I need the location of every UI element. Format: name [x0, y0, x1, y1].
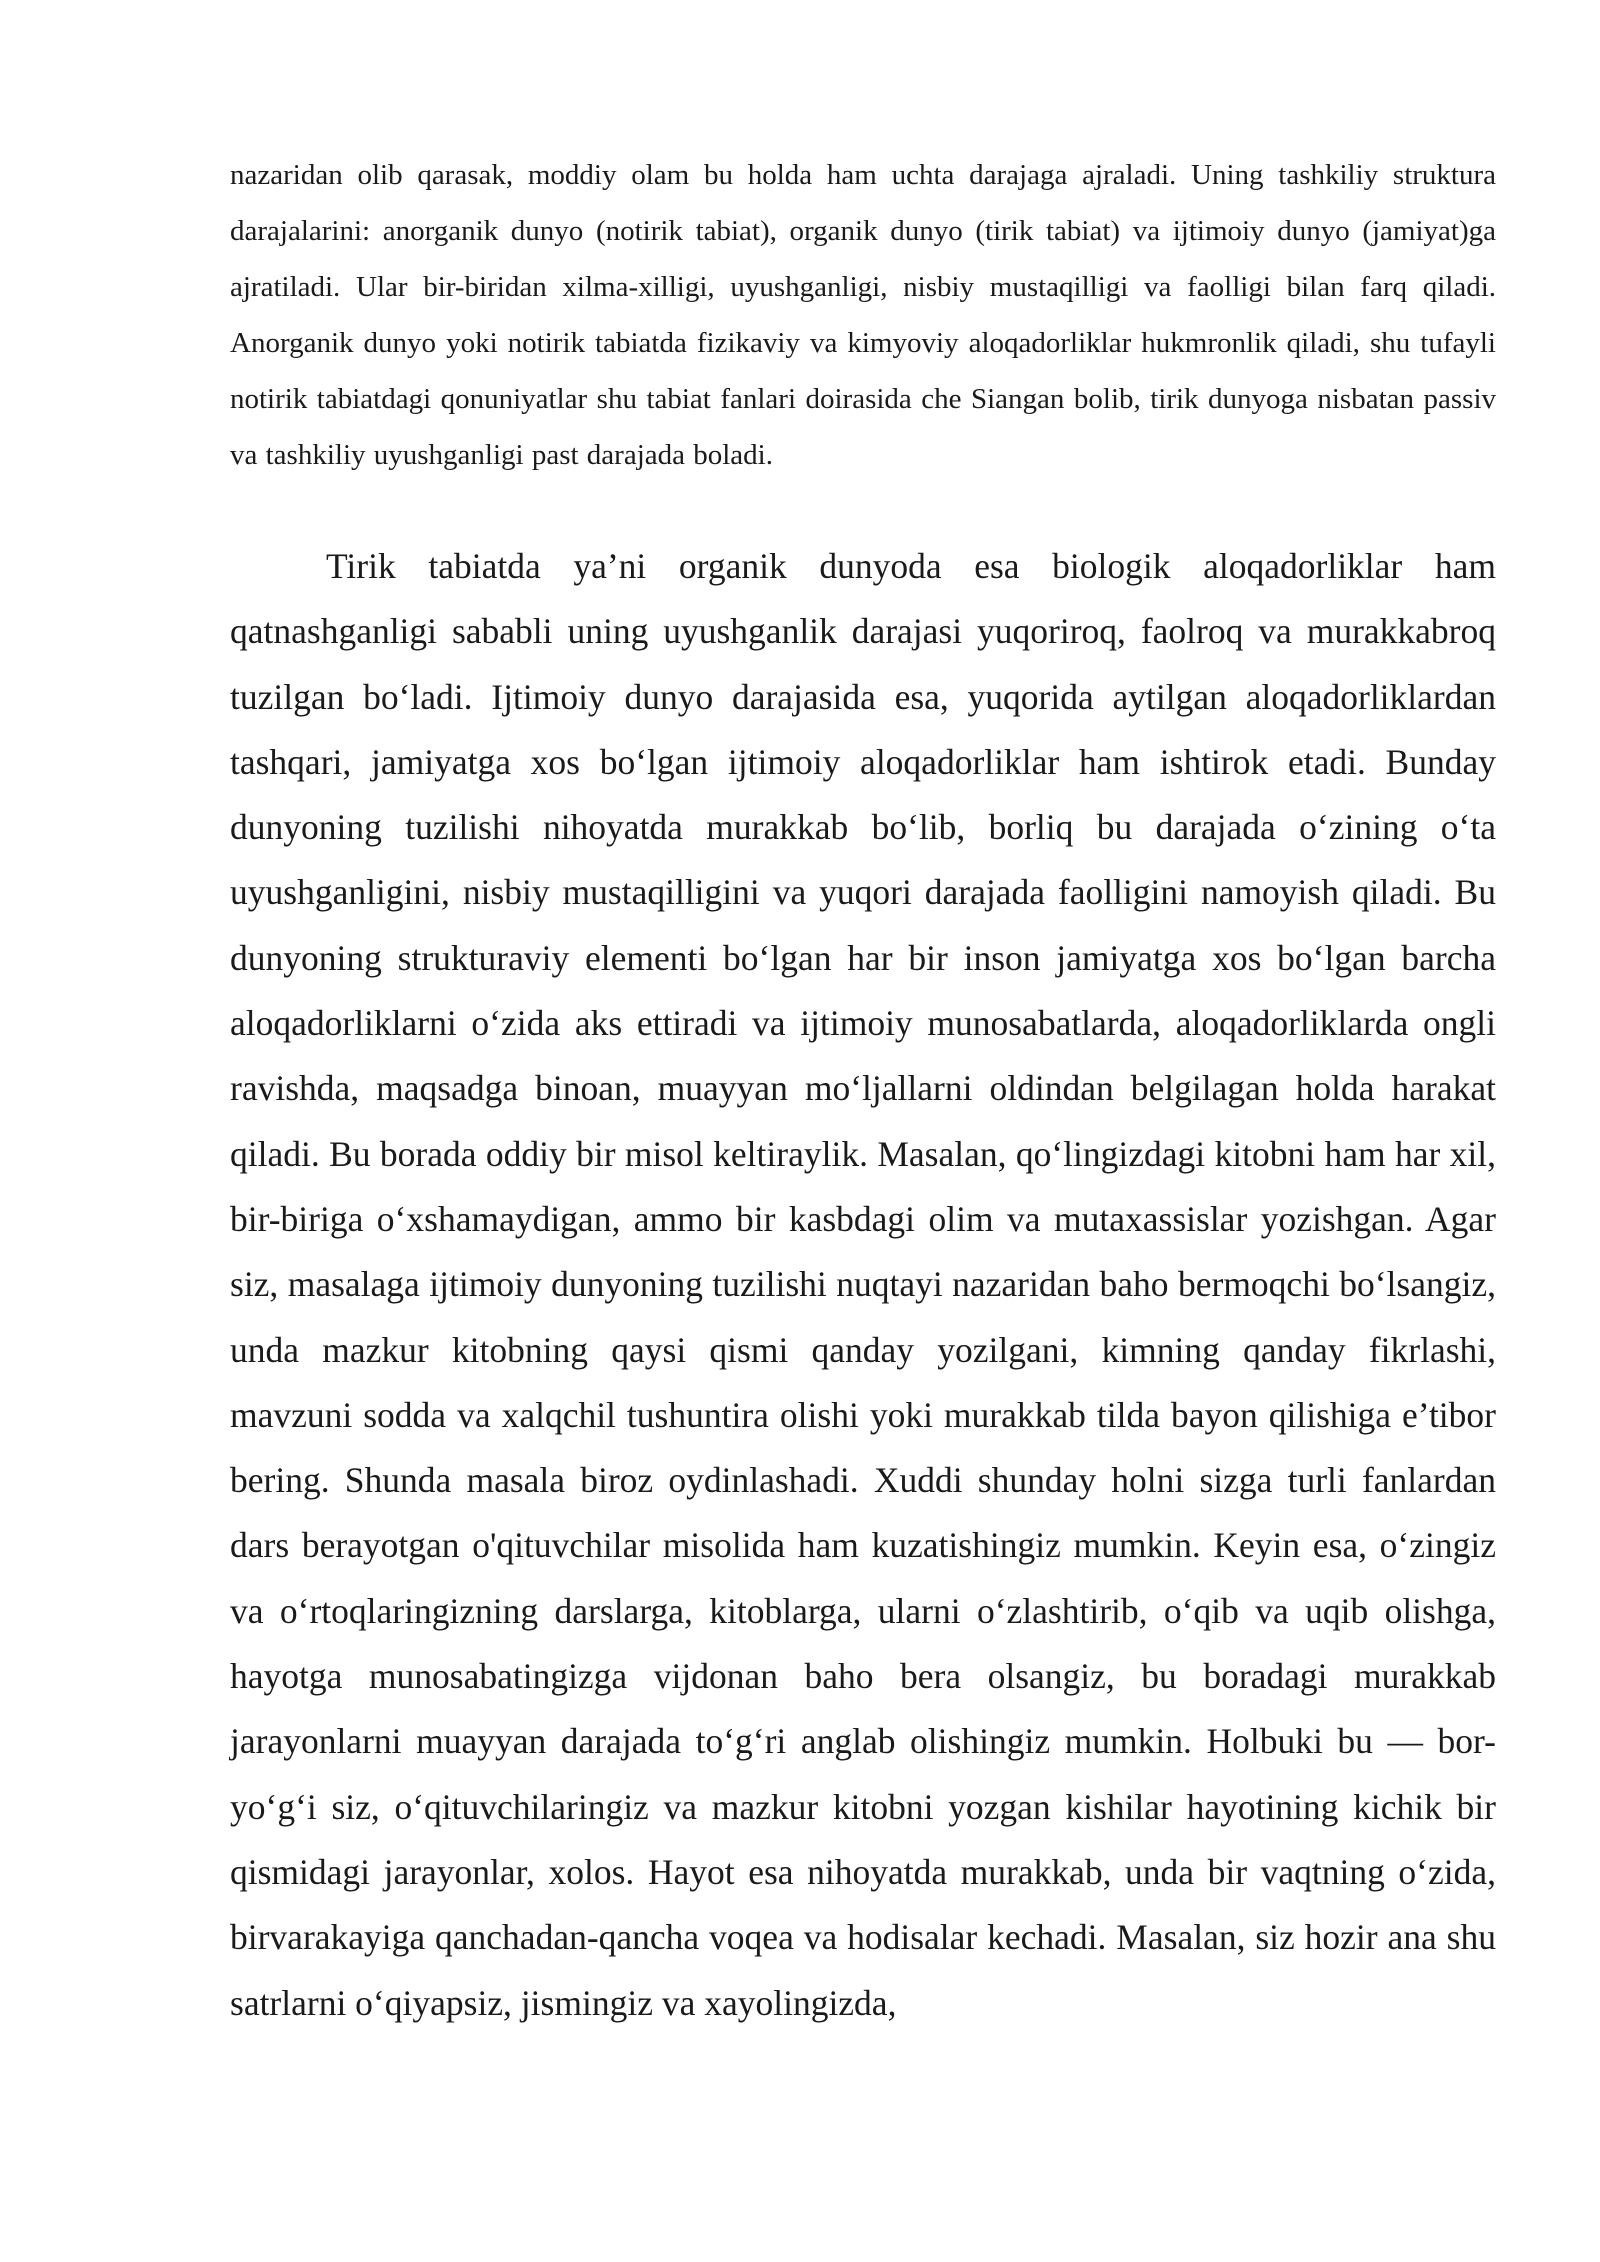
paragraph-continuation: nazaridan olib qarasak, moddiy olam bu holda ham uchta darajaga ajraladi. Uning tashkiliy struktura darajalarini: anorganik dunyo (notirik tabiat), organik dunyo (tirik tabiat) va ijtimoiy dunyo (jamiyat)ga ajratiladi. Ular bir-biridan xilma-xilligi, uyushganligi, nisbiy mustaqilligi va faolligi bilan farq qiladi. Anorganik dunyo yoki notirik tabiatda fizikaviy va kimyoviy aloqadorliklar hukmronlik qiladi, shu tufayli notirik tabiatdagi qonuniyatlar shu tabiat fanlari doirasida che Siangan bolib, tirik dunyoga nisbatan passiv va tashkiliy uyushganligi past darajada boladi. — [230, 159, 1496, 472]
paragraph-main: Tirik tabiatda ya’ni organik dunyoda esa biologik aloqadorliklar ham qatnashganligi sababli uning uyushganlik darajasi yuqoriroq, faolroq va murakkabroq tuzilgan bo‘ladi. Ijtimoiy dunyo darajasida esa, yuqorida aytilgan aloqadorliklardan tashqari, jamiyatga xos bo‘lgan ijtimoiy aloqadorliklar ham ishtirok etadi. Bunday dunyoning tuzilishi nihoyatda murakkab bo‘lib, borliq bu darajada o‘zining o‘ta uyushganligini, nisbiy mustaqilligini va yuqori darajada faolligini namoyish qiladi. Bu dunyoning strukturaviy elementi bo‘lgan har bir inson jamiyatga xos bo‘lgan barcha aloqadorliklarni o‘zida aks ettiradi va ijtimoiy munosabatlarda, aloqadorliklarda ongli ravishda, maqsadga binoan, muayyan mo‘ljallarni oldindan belgilagan holda harakat qiladi. Bu borada oddiy bir misol keltiraylik. Masalan, qo‘lingizdagi kitobni ham har xil, bir-biriga o‘xshamaydigan, ammo bir kasbdagi olim va mutaxassislar yozishgan. Agar siz, masalaga ijtimoiy dunyoning tuzilishi nuqtayi nazaridan baho bermoqchi bo‘lsangiz, unda mazkur kitobning qaysi qismi qanday yozilgani, kimning qanday fikrlashi, mavzuni sodda va xalqchil tushuntira olishi yoki murakkab tilda bayon qilishiga e’tibor bering. Shunda masala biroz oydinlashadi. Xuddi shunday holni sizga turli fanlardan dars berayotgan o'qituvchilar misolida ham kuzatishingiz mumkin. Keyin esa, o‘zingiz va o‘rtoqlaringizning darslarga, kitoblarga, ularni o‘zlashtirib, o‘qib va uqib olishga, hayotga munosabatingizga vijdonan baho bera olsangiz, bu boradagi murakkab jarayonlarni muayyan darajada to‘g‘ri anglab olishingiz mumkin. Holbuki bu — bor-yo‘g‘i siz, o‘qituvchilaringiz va mazkur kitobni yozgan kishilar hayotining kichik bir qismidagi jarayonlar, xolos. Hayot esa nihoyatda murakkab, unda bir vaqtning o‘zida, birvarakayiga qanchadan-qancha voqea va hodisalar kechadi. Masalan, siz hozir ana shu satrlarni o‘qiyapsiz, jismingiz va xayolingizda, — [230, 546, 1496, 2023]
